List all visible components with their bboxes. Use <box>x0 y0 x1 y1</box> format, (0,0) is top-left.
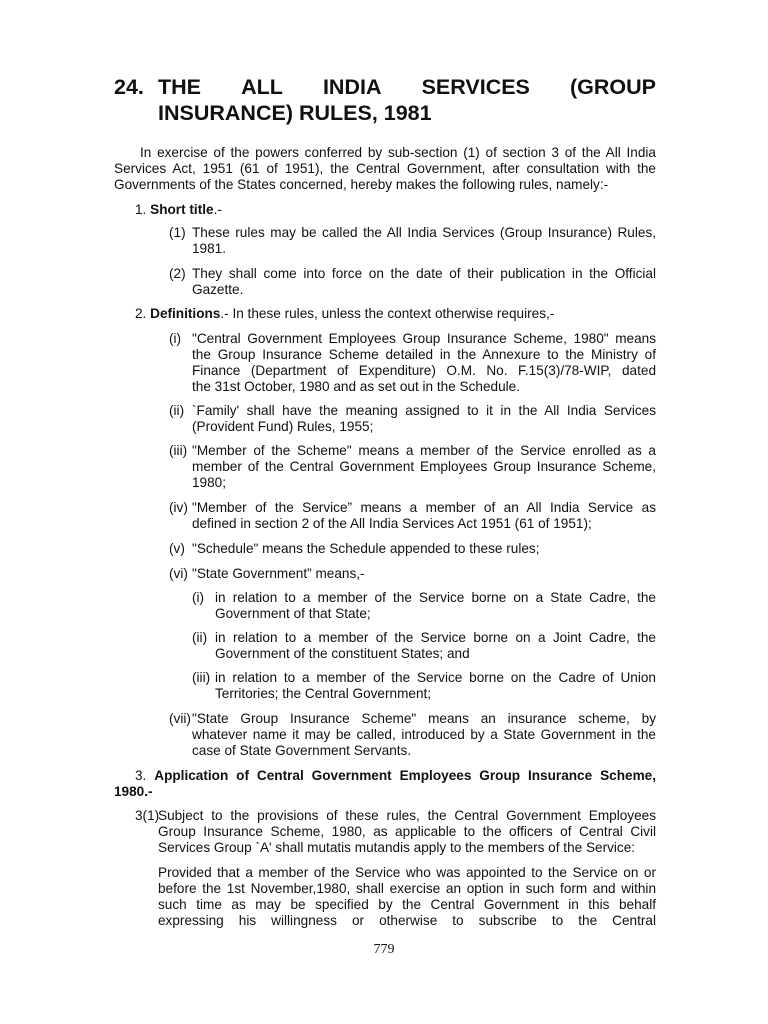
rule-2-label: 2. <box>135 306 147 321</box>
item-label: (2) <box>169 266 186 281</box>
item-line: member of the Central Government Employees Group Insurance Scheme, <box>192 459 656 474</box>
item-line: whatever name it may be called, introduced by a State Government in the <box>192 727 656 742</box>
item-line: the Group Insurance Scheme detailed in the Annexure to the Ministry of <box>192 347 656 362</box>
proviso-line: Provided that a member of the Service who was appointed to the Service on or <box>158 865 656 880</box>
item-line: case of State Government Servants. <box>192 743 412 758</box>
sub-item-label: (iii) <box>192 670 211 685</box>
heading-word: (GROUP <box>569 75 656 99</box>
item-line: Gazette. <box>192 282 244 297</box>
sub-item-label: (i) <box>192 590 205 605</box>
definition-vi-sub-ii <box>215 630 656 662</box>
rule-3-title: 1980.- <box>114 784 153 799</box>
heading-word: THE <box>158 75 201 99</box>
item-label: (1) <box>169 225 186 240</box>
preamble-line: Governments of the States concerned, hereby makes the following rules, namely:- <box>114 177 609 192</box>
heading-word: ALL <box>241 75 283 99</box>
rule-2-title: Definitions <box>150 306 221 321</box>
clause-label: 3(1) <box>135 808 160 823</box>
page-number: 779 <box>373 942 395 957</box>
preamble-line: Services Act, 1951 (61 of 1951), the Central Government, after consultation with the <box>114 161 656 176</box>
item-line: "Member of the Scheme" means a member of the Service enrolled as a <box>192 443 656 458</box>
heading-line-2: INSURANCE) RULES, 1981 <box>158 101 432 125</box>
sub-item-label: (ii) <box>192 630 208 645</box>
item-line: Finance (Department of Expenditure) O.M. No. F.15(3)/78-WIP, dated <box>192 363 656 378</box>
item-label: (iv) <box>169 500 188 515</box>
proviso-line: before the 1st November,1980, shall exercise an option in such form and within <box>158 881 656 896</box>
definition-vi-sub-i <box>215 590 656 622</box>
item-line: "State Group Insurance Scheme" means an insurance scheme, by <box>192 711 656 726</box>
rule-2-suffix: .- In these rules, unless the context otherwise requires,- <box>220 306 555 321</box>
definition-v <box>192 541 656 557</box>
item-label: (iii) <box>169 443 188 458</box>
item-line: 1981. <box>192 241 227 256</box>
proviso-line: expressing his willingness or otherwise to subscribe to the Central <box>158 913 656 928</box>
item-line: Territories; the Central Government; <box>215 686 432 701</box>
definition-vii <box>192 711 656 759</box>
rule-3-heading <box>114 768 656 800</box>
rule-1-item-1 <box>192 225 656 257</box>
rule-1-item-2 <box>192 266 656 298</box>
heading-word: INDIA <box>322 75 382 99</box>
definition-i <box>192 331 656 395</box>
item-line: "Schedule" means the Schedule appended to these rules; <box>192 541 540 556</box>
item-label: (i) <box>169 331 182 346</box>
rule-2-heading <box>135 306 554 322</box>
rule-1-heading <box>135 202 222 218</box>
item-line: in relation to a member of the Service borne on a Joint Cadre, the <box>215 630 656 645</box>
item-line: "Member of the Service” means a member of an All India Service as <box>192 500 656 515</box>
heading-word: SERVICES <box>421 75 530 99</box>
definition-vi <box>192 566 656 582</box>
clause-line: Services Group `A' shall mutatis mutandis apply to the members of the Service: <box>158 840 636 855</box>
definition-iv <box>192 500 656 532</box>
item-line: They shall come into force on the date of their publication in the Official <box>192 266 656 281</box>
item-line: "Central Government Employees Group Insurance Scheme, 1980" means <box>192 331 656 346</box>
item-line: the 31st October, 1980 and as set out in the Schedule. <box>192 379 520 394</box>
rule-1-label: 1. <box>135 202 147 217</box>
rule-3-title: Application of Central Government Employees Group Insurance Scheme, <box>154 768 656 783</box>
item-line: "State Government” means,- <box>192 566 365 581</box>
item-line: in relation to a member of the Service borne on a State Cadre, the <box>215 590 656 605</box>
definition-vi-sub-iii <box>215 670 656 702</box>
proviso-line: such time as may be specified by the Central Government in this behalf <box>158 897 656 912</box>
item-line: Government of the constituent States; and <box>215 646 470 661</box>
item-line: in relation to a member of the Service borne on the Cadre of Union <box>215 670 656 685</box>
item-line: `Family' shall have the meaning assigned to it in the All India Services <box>192 403 656 418</box>
item-line: These rules may be called the All India Services (Group Insurance) Rules, <box>192 225 656 240</box>
item-line: (Provident Fund) Rules, 1955; <box>192 419 374 434</box>
item-line: 1980; <box>192 475 227 490</box>
definition-ii <box>192 403 656 435</box>
rule-1-suffix: .- <box>213 202 222 217</box>
item-line: Government of that State; <box>215 606 371 621</box>
rule-3-proviso <box>158 865 656 929</box>
rule-3-label: 3. <box>135 768 147 783</box>
heading-number: 24. <box>114 75 144 99</box>
preamble-line: In exercise of the powers conferred by sub-section (1) of section 3 of the All India <box>140 145 656 160</box>
item-label: (v) <box>169 541 185 556</box>
rule-1-title: Short title <box>150 202 214 217</box>
clause-line: Subject to the provisions of these rules, the Central Government Employees <box>158 808 656 823</box>
item-label: (vii) <box>169 711 191 726</box>
item-label: (ii) <box>169 403 185 418</box>
preamble <box>114 145 656 193</box>
item-label: (vi) <box>169 566 188 581</box>
rule-3-heading-line <box>114 768 656 784</box>
clause-line: Group Insurance Scheme, 1980, as applicable to the officers of Central Civil <box>158 824 656 839</box>
heading-line-1 <box>158 74 656 100</box>
definition-iii <box>192 443 656 491</box>
rule-3-clause-1 <box>158 808 656 856</box>
item-line: defined in section 2 of the All India Services Act 1951 (61 of 1951); <box>192 516 592 531</box>
